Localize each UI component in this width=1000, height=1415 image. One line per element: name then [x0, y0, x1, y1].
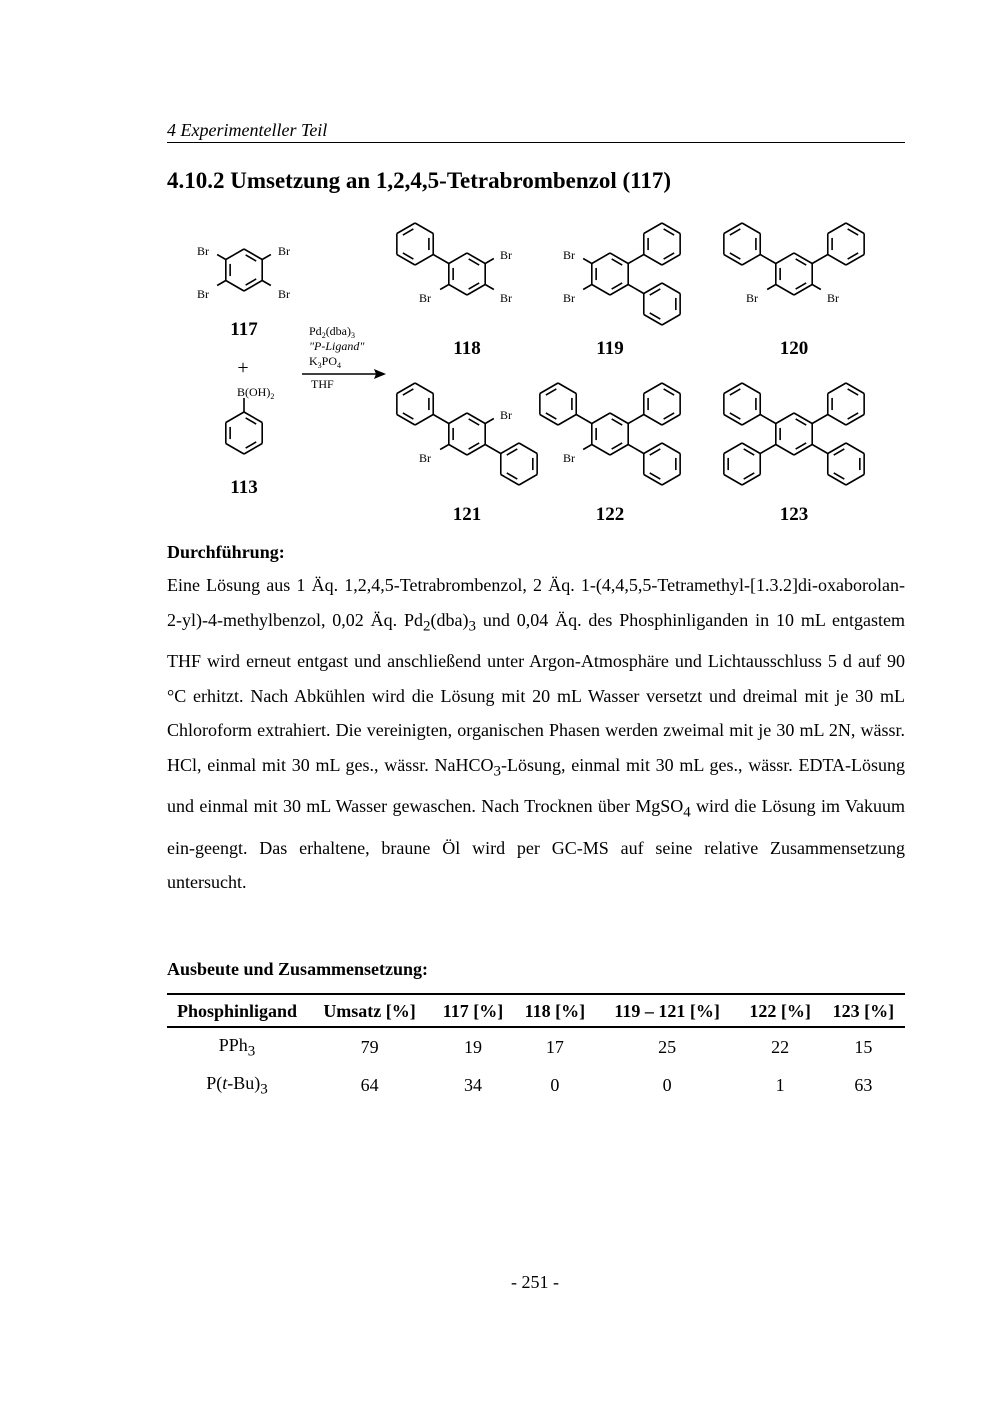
ring-bond	[776, 413, 794, 424]
col-header: 119 – 121 [%]	[596, 994, 739, 1027]
ring-bond	[644, 283, 662, 294]
ring-bond	[519, 443, 537, 454]
condition-catalyst: $Pd_2(dba)_3$	[309, 324, 356, 340]
boronic-acid-label: $B(OH)_2$	[237, 385, 275, 401]
ring-bond	[724, 383, 742, 394]
ring-bond	[449, 285, 467, 296]
ring-bond	[397, 415, 415, 426]
phenyl-bond	[628, 445, 644, 454]
ring-bond	[662, 255, 680, 266]
compound-119: 119	[596, 338, 624, 359]
ring-bond	[724, 255, 742, 266]
table-cell: 0	[550, 1074, 560, 1095]
br-bond	[485, 419, 494, 424]
phenyl-bond	[812, 255, 828, 264]
table-cell: 15	[854, 1037, 873, 1058]
ring-bond	[828, 223, 846, 234]
ring-bond	[610, 445, 628, 456]
ring-bond	[662, 415, 680, 426]
ring-bond	[724, 223, 742, 234]
table-cell: 34	[464, 1074, 483, 1095]
br-117-1: Br	[197, 244, 209, 258]
table-row	[167, 1066, 905, 1104]
col-header: 122 [%]	[739, 994, 822, 1027]
br-bond	[485, 285, 494, 290]
ring-bond	[415, 255, 433, 266]
br-118-2: Br	[419, 291, 431, 305]
phenyl-bond	[628, 285, 644, 294]
ring-bond	[662, 443, 680, 454]
ring-bond	[846, 223, 864, 234]
ring-bond	[794, 285, 812, 296]
phenyl-bond	[760, 415, 776, 424]
ring-bond	[540, 383, 558, 394]
ring-bond	[540, 415, 558, 426]
ring-bond	[828, 475, 846, 486]
br-bond	[262, 281, 271, 286]
phenyl-bond	[433, 415, 449, 424]
br-bond	[583, 285, 592, 290]
ring-bond	[794, 253, 812, 264]
ring-bond	[467, 253, 485, 264]
phenyl-bond	[485, 445, 501, 454]
ring-bond	[828, 415, 846, 426]
ring-bond	[742, 255, 760, 266]
ring-bond	[244, 412, 262, 423]
ring-bond	[776, 253, 794, 264]
ring-bond	[592, 413, 610, 424]
br-bond	[767, 285, 776, 290]
ring-bond	[846, 443, 864, 454]
phenyl-bond	[812, 415, 828, 424]
table-header-row	[167, 994, 905, 1027]
reaction-scheme	[0, 0, 1000, 540]
ligand-cell: $P(t-Bu)_3$	[206, 1072, 268, 1098]
col-header: 118 [%]	[514, 994, 596, 1027]
br-bond	[440, 445, 449, 450]
ring-bond	[610, 253, 628, 264]
ligand-cell: PPh$_3$	[218, 1035, 256, 1060]
table-cell: 17	[545, 1037, 564, 1058]
ring-bond	[662, 383, 680, 394]
phenyl-bond	[628, 415, 644, 424]
br-121-2: Br	[419, 451, 431, 465]
ring-bond	[742, 475, 760, 486]
br-119-1: Br	[563, 248, 575, 262]
table-cell: 63	[854, 1074, 873, 1095]
ring-bond	[226, 249, 244, 260]
ring-bond	[501, 475, 519, 486]
ring-bond	[644, 315, 662, 326]
ring-bond	[467, 285, 485, 296]
procedure-heading: Durchführung:	[167, 542, 285, 562]
ring-bond	[742, 223, 760, 234]
ring-bond	[724, 415, 742, 426]
br-117-2: Br	[278, 244, 290, 258]
yield-heading: Ausbeute und Zusammensetzung:	[167, 959, 429, 979]
table-cell: 19	[464, 1037, 483, 1058]
ring-bond	[610, 413, 628, 424]
table-row	[167, 1027, 905, 1066]
ring-bond	[244, 281, 262, 292]
ring-bond	[828, 383, 846, 394]
col-header: Phosphinligand	[167, 994, 307, 1027]
compound-120: 120	[779, 338, 809, 359]
ring-bond	[449, 253, 467, 264]
compound-121: 121	[452, 504, 482, 525]
ring-bond	[724, 475, 742, 486]
compound-122: 122	[595, 504, 625, 525]
br-118-1: Br	[500, 248, 512, 262]
ring-bond	[592, 253, 610, 264]
ring-bond	[846, 415, 864, 426]
br-120-2: Br	[827, 291, 839, 305]
ring-bond	[828, 443, 846, 454]
ring-bond	[397, 383, 415, 394]
br-bond	[217, 255, 226, 260]
phenyl-bond	[760, 445, 776, 454]
ring-bond	[846, 475, 864, 486]
ring-bond	[610, 285, 628, 296]
section-title: 4.10.2 Umsetzung an 1,2,4,5-Tetrabrombenzol (117)	[167, 168, 672, 193]
ring-bond	[828, 255, 846, 266]
results-table	[167, 993, 905, 1103]
ring-bond	[558, 383, 576, 394]
br-bond	[583, 445, 592, 450]
br-bond	[485, 259, 494, 264]
br-117-3: Br	[197, 287, 209, 301]
ring-bond	[644, 255, 662, 266]
br-bond	[812, 285, 821, 290]
ring-bond	[644, 475, 662, 486]
br-bond	[440, 285, 449, 290]
table-cell: 25	[658, 1037, 677, 1058]
ring-bond	[742, 415, 760, 426]
br-117-4: Br	[278, 287, 290, 301]
ring-bond	[846, 255, 864, 266]
plus-sign: +	[237, 357, 249, 379]
procedure-text: Eine Lösung aus 1 Äq. 1,2,4,5-Tetrabrombenzol, 2 Äq. 1-(4,4,5,5-Tetramethyl-[1.3.2]di-oxaborolan-2-yl)-4-methylbenzol, 0,02 Äq. $Pd_2(dba)_3$ und 0,04 Äq. des Phosphinliganden in 10 mL entgastem THF wird erneut entgast und anschließend unter Argon-Atmosphäre und Lichtausschluss 5 d auf 90 °C erhitzt. Nach Abkühlen wird die Lösung mit 20 mL Wasser versetzt und dreimal mit je 30 mL Chloroform extrahiert. Die vereinigten, organischen Phasen werden zweimal mit je 30 mL 2N, wässr. HCl, einmal mit 30 mL ges., wässr. NaHCO$_3$-Lösung, einmal mit 30 mL ges., wässr. EDTA-Lösung und einmal mit 30 mL Wasser gewaschen. Nach Trocknen über MgSO$_4$ wird die Lösung im Vakuum ein-geengt. Das erhaltene, braune Öl wird per GC-MS auf seine relative Zusammensetzung untersucht.	[167, 575, 905, 893]
ring-bond	[415, 223, 433, 234]
phenyl-bond	[628, 255, 644, 264]
condition-base: $K_3PO_4$	[309, 354, 342, 370]
br-bond	[217, 281, 226, 286]
ring-bond	[449, 413, 467, 424]
condition-solvent: THF	[311, 377, 334, 391]
ring-bond	[467, 445, 485, 456]
ring-bond	[776, 285, 794, 296]
ring-bond	[415, 415, 433, 426]
compound-123: 123	[779, 504, 809, 525]
ring-bond	[644, 223, 662, 234]
compound-117: 117	[230, 319, 258, 340]
ring-bond	[226, 412, 244, 423]
ring-bond	[415, 383, 433, 394]
table-cell: 0	[662, 1074, 672, 1095]
ring-bond	[662, 223, 680, 234]
ring-bond	[742, 383, 760, 394]
br-120-1: Br	[746, 291, 758, 305]
table-cell: 1	[775, 1074, 785, 1095]
page-number: - 251 -	[511, 1272, 559, 1292]
ring-bond	[519, 475, 537, 486]
phenyl-bond	[812, 445, 828, 454]
ring-bond	[846, 383, 864, 394]
ring-bond	[662, 475, 680, 486]
phenyl-bond	[760, 255, 776, 264]
ring-bond	[776, 445, 794, 456]
col-header: 117 [%]	[432, 994, 514, 1027]
ring-bond	[226, 281, 244, 292]
col-header: 123 [%]	[822, 994, 905, 1027]
ring-bond	[742, 443, 760, 454]
table-cell: 64	[360, 1074, 379, 1095]
ring-bond	[501, 443, 519, 454]
phenyl-bond	[576, 415, 592, 424]
ring-bond	[397, 255, 415, 266]
compound-118: 118	[453, 338, 481, 359]
running-head: 4 Experimenteller Teil	[167, 120, 905, 143]
br-118-3: Br	[500, 291, 512, 305]
br-122-1: Br	[563, 451, 575, 465]
ring-bond	[644, 443, 662, 454]
ring-bond	[794, 413, 812, 424]
ring-bond	[226, 444, 244, 455]
phenyl-bond	[433, 255, 449, 264]
br-bond	[583, 259, 592, 264]
compound-113: 113	[230, 477, 258, 498]
table-cell: 22	[771, 1037, 790, 1058]
ring-bond	[724, 443, 742, 454]
ring-bond	[449, 445, 467, 456]
ring-bond	[644, 383, 662, 394]
ring-bond	[662, 283, 680, 294]
ring-bond	[644, 415, 662, 426]
ring-bond	[794, 445, 812, 456]
br-119-2: Br	[563, 291, 575, 305]
br-bond	[262, 255, 271, 260]
ring-bond	[592, 285, 610, 296]
condition-ligand: "P-Ligand"	[309, 339, 365, 353]
ring-bond	[397, 223, 415, 234]
ring-bond	[244, 249, 262, 260]
br-121-1: Br	[500, 408, 512, 422]
ring-bond	[244, 444, 262, 455]
ring-bond	[558, 415, 576, 426]
table-cell: 79	[360, 1037, 379, 1058]
ring-bond	[662, 315, 680, 326]
ring-bond	[467, 413, 485, 424]
col-header: Umsatz [%]	[307, 994, 432, 1027]
ring-bond	[592, 445, 610, 456]
